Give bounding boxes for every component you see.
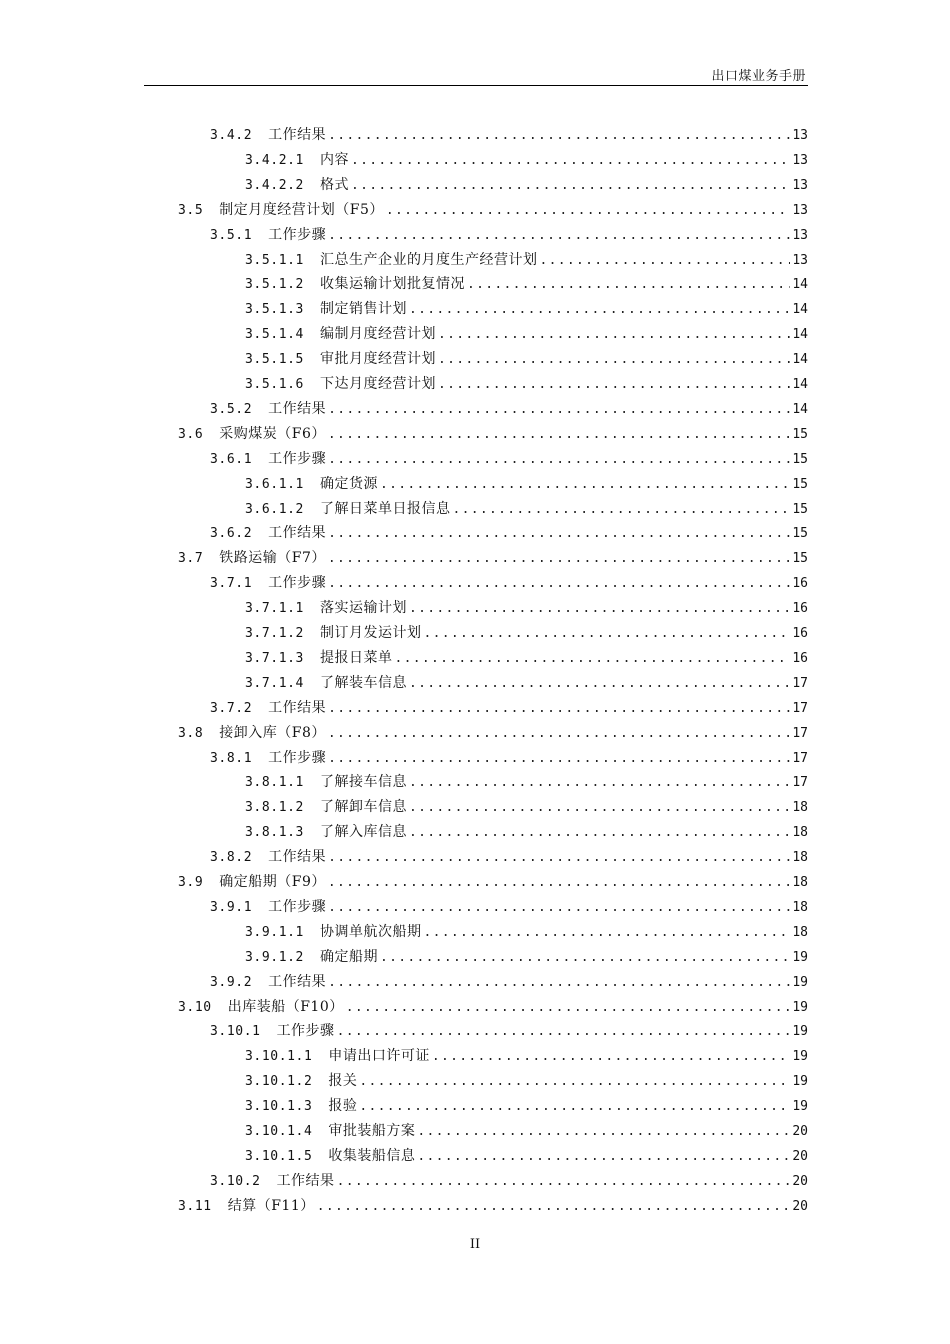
- toc-entry[interactable]: [178, 996, 808, 1020]
- toc-entry-title: 确定船期（F9）: [219, 874, 326, 890]
- toc-entry-title: 确定货源: [320, 475, 378, 492]
- toc-dot-leader: [337, 1174, 791, 1189]
- toc-entry-page: 15: [792, 476, 808, 492]
- toc-entry-number: 3.6.2: [210, 526, 253, 542]
- toc-entry[interactable]: [178, 547, 808, 571]
- toc-entry-number: 3.6.1.2: [245, 501, 304, 517]
- toc-entry[interactable]: [210, 1170, 808, 1194]
- toc-entry-number: 3.5.1.4: [245, 327, 304, 343]
- toc-entry-page: 16: [792, 576, 808, 592]
- toc-entry-page: 18: [792, 924, 808, 940]
- toc-entry-title: 报关: [328, 1073, 358, 1090]
- toc-entry-page: 16: [792, 626, 808, 641]
- toc-dot-leader: [540, 253, 791, 268]
- toc-entry-page: 19: [792, 974, 808, 990]
- toc-entry-page: 19: [792, 1049, 808, 1065]
- toc-entry-number: 3.4.2.1: [245, 152, 304, 168]
- toc-entry-number: 3.5.1.5: [245, 352, 304, 368]
- toc-entry-title: 了解入库信息: [320, 824, 407, 841]
- toc-dot-leader: [467, 277, 790, 292]
- toc-entry-number: 3.7.1.4: [245, 675, 304, 691]
- toc-dot-leader: [351, 178, 790, 193]
- toc-dot-leader: [380, 950, 790, 965]
- toc-entry-page: 14: [792, 277, 808, 293]
- toc-entry-number: 3.8: [178, 725, 204, 741]
- toc-entry-page: 19: [792, 949, 808, 965]
- toc-dot-leader: [359, 1099, 790, 1114]
- toc-entry[interactable]: [178, 423, 808, 447]
- toc-entry-number: 3.7.1: [210, 576, 253, 592]
- toc-entry-title: 收集装船信息: [328, 1147, 416, 1164]
- toc-dot-leader: [328, 427, 790, 442]
- toc-entry-title: 接卸入库（F8）: [219, 724, 326, 741]
- toc-entry-number: 3.5.1.6: [245, 377, 304, 392]
- toc-dot-leader: [328, 228, 790, 243]
- toc-entry-number: 3.7.1.2: [245, 626, 304, 641]
- page-number: II: [469, 1237, 481, 1252]
- toc-entry-page: 16: [792, 650, 808, 666]
- toc-dot-leader: [409, 775, 790, 790]
- toc-entry[interactable]: [245, 298, 808, 322]
- toc-entry[interactable]: [210, 398, 808, 422]
- toc-dot-leader: [438, 352, 790, 367]
- toc-entry-title: 审批装船方案: [328, 1123, 416, 1139]
- document-title: 出口煤业务手册: [711, 69, 806, 84]
- toc-entry[interactable]: [178, 871, 808, 895]
- toc-dot-leader: [337, 1024, 791, 1039]
- toc-entry-title: 工作步骤: [268, 575, 327, 592]
- toc-entry-page: 17: [792, 725, 808, 741]
- toc-dot-leader: [328, 576, 790, 591]
- toc-entry[interactable]: [245, 1095, 808, 1119]
- toc-entry-number: 3.9.2: [210, 974, 253, 990]
- toc-entry-number: 3.6.1.1: [245, 476, 304, 492]
- toc-entry[interactable]: [178, 199, 808, 223]
- toc-entry-page: 20: [792, 1124, 808, 1139]
- toc-entry[interactable]: [178, 1195, 808, 1219]
- toc-entry-title: 工作结果: [268, 400, 327, 417]
- toc-entry-page: 14: [792, 352, 808, 368]
- toc-entry-title: 了解日菜单日报信息: [320, 500, 451, 517]
- toc-entry[interactable]: [210, 747, 808, 771]
- toc-entry-number: 3.9.1.2: [245, 949, 304, 965]
- toc-entry-title: 审批月度经营计划: [320, 351, 436, 368]
- toc-entry-page: 18: [792, 825, 808, 841]
- toc-dot-leader: [386, 203, 790, 218]
- toc-entry-page: 20: [792, 1173, 808, 1189]
- toc-entry-title: 协调单航次船期: [320, 923, 422, 940]
- toc-entry-number: 3.8.1.1: [245, 775, 304, 791]
- toc-entry-number: 3.10.1.1: [245, 1049, 313, 1065]
- toc-entry[interactable]: [210, 124, 808, 148]
- toc-entry[interactable]: [245, 323, 808, 347]
- toc-dot-leader: [409, 676, 790, 691]
- toc-entry[interactable]: [245, 597, 808, 621]
- toc-entry-page: 13: [792, 202, 808, 218]
- toc-entry-page: 18: [792, 875, 808, 890]
- toc-entry-title: 结算（F11）: [227, 1197, 315, 1214]
- toc-entry-title: 铁路运输（F7）: [219, 550, 326, 567]
- toc-entry-title: 下达月度经营计划: [320, 376, 436, 392]
- toc-dot-leader: [328, 850, 790, 865]
- toc-entry-title: 了解卸车信息: [320, 799, 407, 816]
- toc-entry-number: 3.10.1: [210, 1024, 261, 1040]
- toc-dot-leader: [328, 875, 790, 890]
- toc-entry-page: 20: [792, 1198, 808, 1214]
- toc-dot-leader: [351, 153, 790, 168]
- toc-entry-number: 3.9: [178, 875, 204, 890]
- toc-entry[interactable]: [210, 971, 808, 995]
- toc-entry[interactable]: [210, 572, 808, 596]
- toc-entry-title: 制定月度经营计划（F5）: [219, 201, 384, 218]
- toc-entry-number: 3.5.1.3: [245, 302, 304, 318]
- toc-entry-number: 3.8.1.3: [245, 825, 304, 841]
- toc-entry-number: 3.7.1.1: [245, 601, 304, 617]
- toc-entry-number: 3.7.2: [210, 700, 253, 716]
- toc-dot-leader: [328, 551, 790, 566]
- toc-entry[interactable]: [245, 771, 808, 795]
- toc-entry[interactable]: [210, 448, 808, 472]
- toc-dot-leader: [438, 327, 790, 342]
- toc-entry[interactable]: [245, 1145, 808, 1169]
- toc-entry[interactable]: [245, 672, 808, 696]
- toc-entry-number: 3.7.1.3: [245, 650, 304, 666]
- toc-dot-leader: [453, 502, 791, 517]
- toc-entry[interactable]: [210, 896, 808, 920]
- toc-entry-number: 3.5.2: [210, 401, 253, 417]
- toc-entry-title: 收集运输计划批复情况: [320, 276, 465, 293]
- toc-entry-title: 提报日菜单: [320, 649, 393, 666]
- toc-entry-page: 13: [792, 177, 808, 193]
- toc-entry[interactable]: [210, 1020, 808, 1044]
- toc-entry[interactable]: [245, 821, 808, 845]
- toc-entry-number: 3.5.1.1: [245, 252, 304, 268]
- toc-dot-leader: [409, 825, 790, 840]
- toc-entry-title: 汇总生产企业的月度生产经营计划: [320, 251, 538, 268]
- toc-entry-title: 工作结果: [268, 127, 327, 143]
- toc-entry-title: 了解装车信息: [320, 674, 407, 691]
- toc-entry-page: 18: [792, 800, 808, 816]
- toc-entry-title: 工作步骤: [276, 1023, 335, 1040]
- toc-entry-number: 3.8.1.2: [245, 800, 304, 816]
- toc-entry-page: 18: [792, 899, 808, 915]
- toc-entry-title: 工作结果: [268, 849, 327, 866]
- toc-entry-number: 3.8.1: [210, 750, 253, 766]
- toc-entry[interactable]: [245, 921, 808, 945]
- toc-entry-page: 15: [792, 526, 808, 542]
- toc-entry[interactable]: [245, 348, 808, 372]
- toc-dot-leader: [359, 1074, 790, 1089]
- toc-entry[interactable]: [245, 796, 808, 820]
- toc-entry-title: 采购煤炭（F6）: [219, 425, 326, 442]
- toc-entry-number: 3.9.1.1: [245, 924, 304, 940]
- toc-entry-page: 13: [792, 152, 808, 168]
- toc-entry-page: 13: [792, 227, 808, 243]
- toc-entry-page: 14: [792, 377, 808, 392]
- toc-entry[interactable]: [245, 273, 808, 297]
- toc-entry[interactable]: [245, 647, 808, 671]
- toc-dot-leader: [328, 975, 790, 990]
- toc-dot-leader: [409, 800, 790, 815]
- toc-dot-leader: [328, 526, 790, 541]
- toc-dot-leader: [328, 701, 790, 716]
- toc-dot-leader: [409, 302, 790, 317]
- toc-entry-page: 13: [792, 128, 808, 143]
- toc-entry[interactable]: [245, 498, 808, 522]
- toc-entry-title: 制订月发运计划: [320, 625, 422, 641]
- toc-entry-title: 制定销售计划: [320, 301, 407, 318]
- toc-dot-leader: [328, 402, 790, 417]
- toc-entry-number: 3.9.1: [210, 899, 253, 915]
- toc-entry-page: 17: [792, 700, 808, 716]
- toc-entry-title: 落实运输计划: [320, 600, 407, 617]
- toc-entry[interactable]: [245, 473, 808, 497]
- toc-entry-title: 格式: [320, 176, 349, 193]
- toc-dot-leader: [417, 1124, 790, 1139]
- toc-entry-number: 3.10.1.5: [245, 1148, 313, 1164]
- toc-entry-number: 3.7: [178, 551, 204, 567]
- toc-entry-page: 15: [792, 501, 808, 517]
- toc-entry[interactable]: [245, 1070, 808, 1094]
- toc-dot-leader: [328, 900, 790, 915]
- toc-entry-number: 3.10: [178, 999, 212, 1015]
- toc-entry[interactable]: [210, 224, 808, 248]
- toc-dot-leader: [424, 626, 791, 641]
- toc-entry-title: 内容: [320, 151, 349, 168]
- toc-entry-page: 19: [792, 1074, 808, 1090]
- toc-entry-title: 出库装船（F10）: [227, 998, 344, 1015]
- toc-entry[interactable]: [178, 722, 808, 746]
- toc-entry-number: 3.8.2: [210, 850, 253, 866]
- toc-entry-page: 13: [792, 252, 808, 268]
- toc-entry-title: 了解接车信息: [320, 774, 407, 791]
- toc-entry-page: 18: [792, 850, 808, 866]
- toc-entry[interactable]: [210, 522, 808, 546]
- toc-entry-title: 工作步骤: [268, 450, 327, 467]
- toc-entry-page: 19: [792, 1024, 808, 1040]
- toc-entry-page: 15: [792, 551, 808, 567]
- toc-dot-leader: [432, 1049, 790, 1064]
- toc-entry-title: 申请出口许可证: [328, 1048, 430, 1065]
- toc-entry-number: 3.10.1.3: [245, 1099, 313, 1115]
- toc-entry-page: 15: [792, 426, 808, 442]
- toc-entry-number: 3.5.1: [210, 227, 253, 243]
- toc-entry-number: 3.10.2: [210, 1173, 261, 1189]
- toc-dot-leader: [328, 726, 790, 741]
- toc-entry-number: 3.10.1.2: [245, 1074, 313, 1090]
- toc-entry-title: 工作结果: [276, 1172, 335, 1189]
- toc-entry-page: 14: [792, 401, 808, 417]
- toc-entry[interactable]: [245, 1045, 808, 1069]
- toc-dot-leader: [328, 128, 790, 143]
- toc-entry-title: 工作结果: [268, 973, 327, 990]
- page-header: [144, 64, 808, 86]
- toc-entry-number: 3.6: [178, 426, 204, 442]
- toc-dot-leader: [409, 601, 790, 616]
- toc-entry-number: 3.10.1.4: [245, 1124, 313, 1139]
- toc-entry-title: 工作结果: [268, 699, 327, 716]
- toc-entry[interactable]: [245, 946, 808, 970]
- toc-dot-leader: [346, 1000, 791, 1015]
- toc-entry[interactable]: [210, 846, 808, 870]
- toc-entry-page: 17: [792, 750, 808, 766]
- toc-entry-title: 编制月度经营计划: [320, 326, 436, 343]
- toc-entry-page: 20: [792, 1148, 808, 1164]
- toc-entry-title: 报验: [328, 1098, 358, 1115]
- toc-entry[interactable]: [245, 1120, 808, 1144]
- toc-entry[interactable]: [245, 622, 808, 646]
- toc-entry-number: 3.5: [178, 202, 204, 218]
- toc-entry-page: 16: [792, 601, 808, 617]
- toc-dot-leader: [380, 477, 790, 492]
- toc-entry-number: 3.5.1.2: [245, 277, 304, 293]
- toc-entry-page: 15: [792, 451, 808, 467]
- toc-dot-leader: [417, 1149, 790, 1164]
- toc-entry[interactable]: [245, 249, 808, 273]
- toc-entry-title: 工作步骤: [268, 749, 327, 766]
- toc-entry-page: 14: [792, 327, 808, 343]
- toc-dot-leader: [395, 651, 791, 666]
- toc-entry[interactable]: [245, 149, 808, 173]
- toc-entry-page: 14: [792, 302, 808, 318]
- toc-entry-title: 工作步骤: [268, 226, 327, 243]
- toc-entry-page: 19: [792, 1099, 808, 1115]
- toc-entry-number: 3.4.2: [210, 128, 253, 143]
- toc-entry[interactable]: [245, 174, 808, 198]
- toc-entry[interactable]: [210, 697, 808, 721]
- toc-entry-number: 3.6.1: [210, 451, 253, 467]
- toc-entry-title: 确定船期: [320, 948, 378, 965]
- toc-entry-title: 工作结果: [268, 525, 327, 542]
- toc-entry-number: 3.4.2.2: [245, 177, 304, 193]
- toc-entry[interactable]: [245, 373, 808, 397]
- toc-entry-page: 17: [792, 675, 808, 691]
- toc-entry-number: 3.11: [178, 1198, 212, 1214]
- toc-entry-page: 17: [792, 775, 808, 791]
- toc-dot-leader: [438, 377, 790, 392]
- toc-entry-title: 工作步骤: [268, 898, 327, 915]
- toc-entry-page: 19: [792, 999, 808, 1015]
- toc-dot-leader: [328, 751, 790, 766]
- toc-dot-leader: [317, 1199, 791, 1214]
- toc-dot-leader: [424, 925, 791, 940]
- toc-dot-leader: [328, 452, 790, 467]
